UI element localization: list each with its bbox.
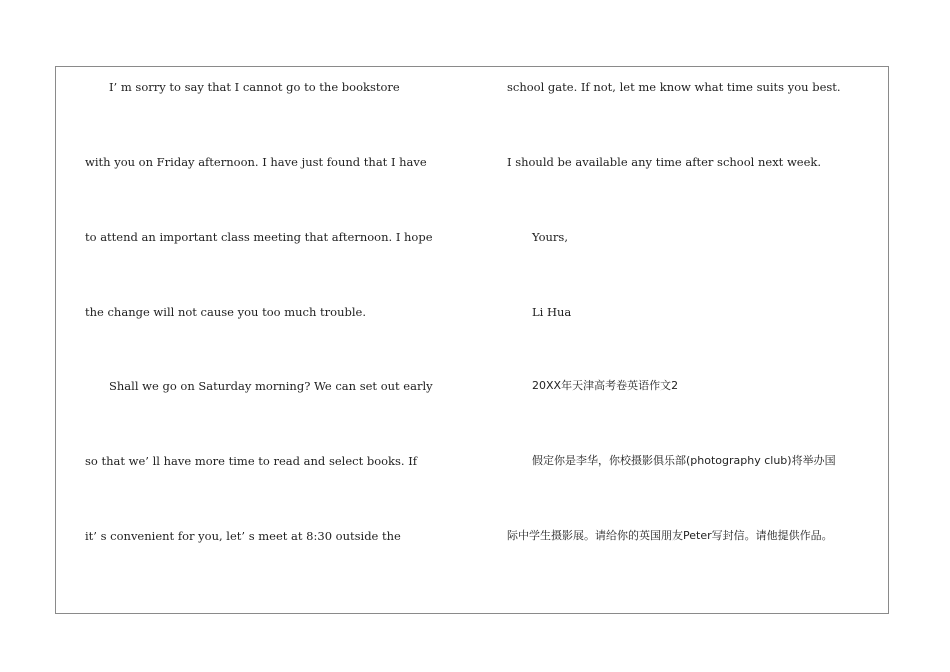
prompt-line-2: 际中学生摄影展。请给你的英国朋友Peter写封信。请他提供作品。 [507, 529, 833, 542]
left-line-3: to attend an important class meeting that afternoon. I hope [85, 230, 433, 244]
left-line-6: so that we’ ll have more time to read and select books. If [85, 454, 418, 468]
left-line-7: it’ s convenient for you, let’ s meet at 8:30 outside the [85, 529, 401, 543]
section-heading: 20XX年天津高考卷英语作文2 [532, 379, 679, 392]
prompt-line-1: 假定你是李华，你校摄影俱乐部(photography club)将举办国 [532, 454, 836, 467]
right-line-2: I should be available any time after school next week. [507, 155, 822, 169]
signature-name: Li Hua [532, 305, 572, 319]
right-line-1: school gate. If not, let me know what time suits you best. [507, 80, 841, 94]
left-line-1: I’ m sorry to say that I cannot go to the bookstore [109, 80, 400, 94]
closing-yours: Yours, [532, 230, 568, 244]
left-line-2: with you on Friday afternoon. I have just found that I have [85, 155, 427, 169]
left-line-5: Shall we go on Saturday morning? We can set out early [109, 379, 433, 393]
left-line-4: the change will not cause you too much trouble. [85, 305, 366, 319]
